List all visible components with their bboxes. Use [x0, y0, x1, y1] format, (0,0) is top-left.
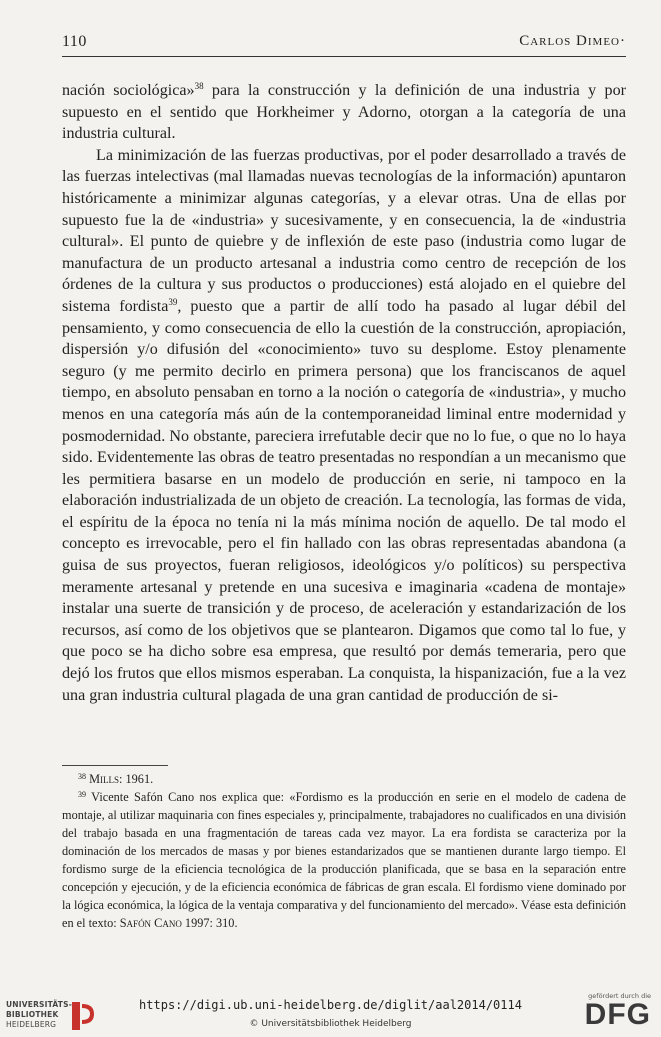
- footnote-ref-39[interactable]: 39: [168, 296, 178, 307]
- dfg-logo[interactable]: [571, 990, 651, 1036]
- footnote-rule: [62, 765, 168, 766]
- page-number: 110: [62, 33, 87, 50]
- dfg-logo-text: DFG: [584, 998, 651, 1031]
- digitization-footer: [0, 990, 661, 1037]
- footnotes: [62, 770, 626, 932]
- copyright-notice: © Universitätsbibliothek Heidelberg: [249, 1019, 412, 1029]
- main-text: [62, 80, 626, 706]
- footnote-39: $^{39}$ Vicente Safón Cano nos explica que: «Fordismo es la producción en serie en el modelo de cadena de montaje, al utilizar maquinaria con fines especiales y, principalmente, trabajadores no cualificados en una división del trabajo basada en una fragmentación de tareas cada vez mayor. La era fordista se caracteriza por la dominación de los mercados de masas y por bienes estandarizados que se mantienen durante largo tiempo. El fordismo surge de la eficiencia tecnológica de la producción planificada, que se basa en la separación entre concepción y ejecución, y de la eficiencia económica de fábricas de gran escala. El fordismo viene dominado por la lógica económica, la lógica de la ventaja comparativa y del funcionamiento del mercado». Véase esta definición en el texto: Safón Cano 1997: 310.: [62, 790, 626, 930]
- paragraph-2: La minimización de las fuerzas productivas, por el poder desarrollado a través de las fuerzas intelectivas (mal llamadas nuevas tecnologías de la información) apuntaron históricamente a minimizar algunas categorías, y a elevar otras. Una de ellas por supuesto fue la de «industria» y sucesivamente, y en consecuencia, la de «industria cultural». El punto de quiebre y de inflexión de este paso (industria como lugar de manufactura de un producto artesanal a industria como centro de recepción de los órdenes de la cultura y sus productos o producciones) está alojado en el quiebre del sistema fordista$^{39}$, puesto que a partir de allí todo ha pasado al lugar débil del pensamiento, y como consecuencia de ello la cuestión de la construcción, apropiación, dispersión y/o difusión del «conocimiento» tuvo su desplome. Estoy plenamente seguro (y me permito decirlo en primera persona) que los franciscanos de aquel tiempo, en absoluto pensaban en torno a la noción o categoría de «industria», y mucho menos en una categoría más aún de la contemporaneidad liminal entre modernidad y posmodernidad. No obstante, pareciera irrefutable decir que no lo fue, o que no lo haya sido. Evidentemente las obras de teatro presentadas no respondían a un mecanismo que les permitiera basarse en un modelo de producción en serie, ni tampoco en la elaboración industrializada de un objeto de creación. La tecnología, las formas de vida, el espíritu de la época no tenía ni la más mínima noción de aquello. De tal modo el concepto es irrevocable, pero el fin hallado con las obras representadas abandona (a guisa de sus proyectos, fueran religiosos, ideológicos y/o políticos) su perspectiva meramente artesanal y pretende en una sucesiva e imaginaria «cadena de montaje» instalar una suerte de transición y de proceso, de aceleración y estandarización de los recursos, así como de los objetivos que se plantearon. Digamos que como tal lo fue, y que poco se ha dicho sobre esa empresa, que resultó por demás temeraria, pero que dejó los frutos que ellos mismos esperaban. La conquista, la hispanización, fue a la vez una gran industria cultural plagada de una gran cantidad de producción de si-: [62, 146, 626, 704]
- library-logo[interactable]: UNIVERSITÄTS- BIBLIOTHEK HEIDELBERG: [6, 996, 126, 1036]
- page-header: [62, 33, 626, 55]
- running-title: Carlos Dimeo·: [519, 33, 626, 49]
- page-url-link[interactable]: https://digi.ub.uni-heidelberg.de/diglit/aal2014/0114: [139, 998, 522, 1012]
- footnote-38: $^{38}$ Mills: 1961.: [78, 772, 154, 786]
- funder-text: gefördert durch die: [588, 992, 651, 1000]
- header-rule: [62, 56, 626, 57]
- footnote-ref-38[interactable]: 38: [194, 81, 204, 91]
- paragraph-1: nación sociológica»$^{38}$ para la construcción y la definición de una industria y por supuesto en el sentido que Horkheimer y Adorno, otorgan a la categoría de una industria cultural.: [62, 81, 626, 143]
